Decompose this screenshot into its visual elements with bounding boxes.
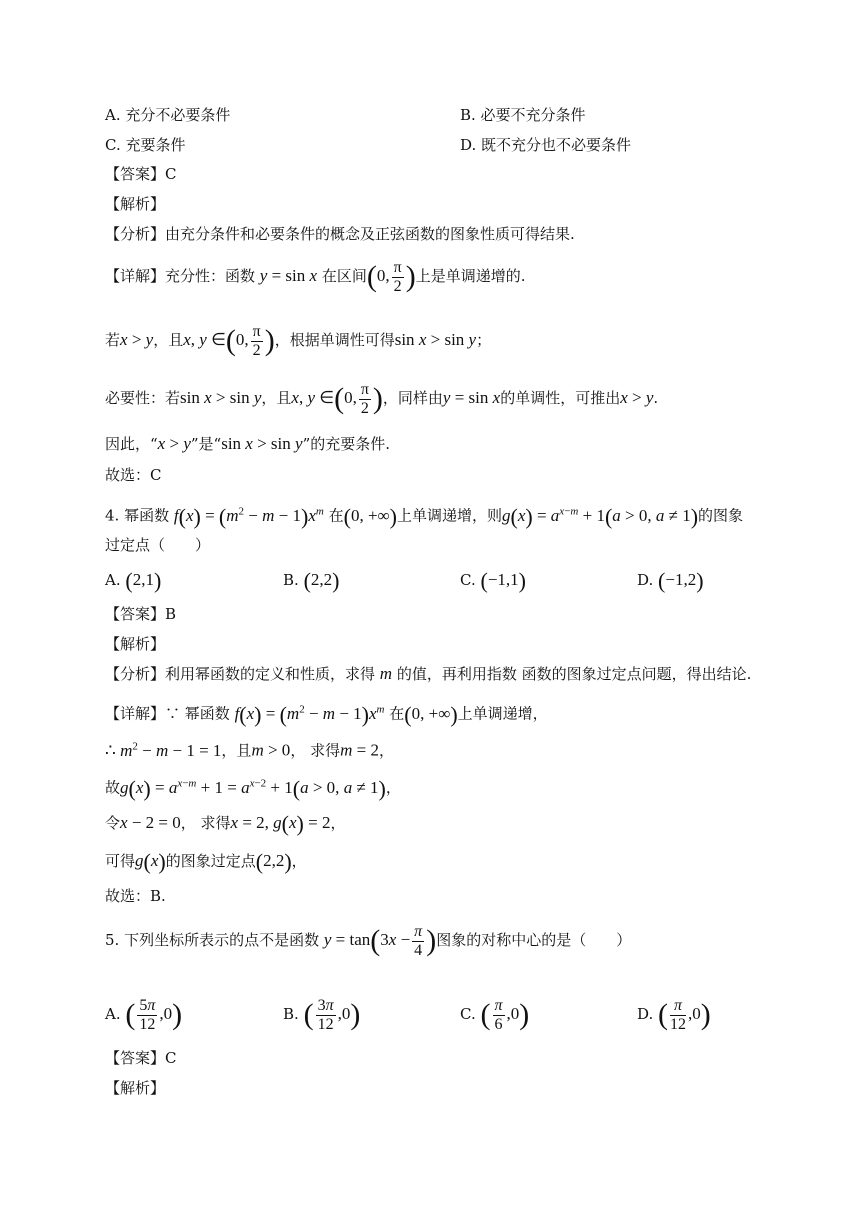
formula-xy-in-interval: x, y ∈(0, $\frac{\pi}{2}$ ) (291, 380, 383, 417)
q4-analysis-heading: 【解析】 (105, 635, 166, 653)
formula-fx-power: $f(x) = (m^2 - m - 1)x^m$ (234, 701, 385, 727)
formula-fx-power: $f(x) = (m^2 - m - 1)x^m$ (173, 503, 324, 529)
q4-step1: ∴ $m^2 - m - 1 = 1$，且m > 0， 求得m = 2， (105, 740, 394, 760)
q3-answer: 【答案】C (105, 165, 177, 183)
q3-option-d: D. 既不充分也不必要条件 (460, 136, 632, 154)
q5-option-b: B. ( $\frac{3\pi}{12}$ ,0) (283, 996, 361, 1033)
formula-interval-0-pi2: (0, $\frac{\pi}{2}$ ) (366, 258, 416, 295)
q4-step2: 故$g(x) = a^{x-m} + 1 = a^{x-2} + 1(a > 0$, a ≠ 1)， (105, 775, 401, 801)
q3-choose: 故选：C (105, 466, 162, 484)
formula-x-gt-y: x > y (120, 330, 154, 349)
q5-option-a: A. ( $\frac{5\pi}{12}$ ,0) (105, 996, 183, 1033)
q4-step3: 令x − 2 = 0， 求得x = 2, g(x) = 2， (105, 811, 346, 837)
q4-option-c: C. (−1,1) (460, 568, 526, 594)
q3-analysis-heading: 【解析】 (105, 195, 166, 213)
formula-gx: $g(x) = a^{x-m} + 1(a > 0$, a ≠ 1) (502, 503, 699, 529)
formula-xy-in-interval: x, y ∈(0, $\frac{\pi}{2}$ ) (183, 322, 275, 359)
q4-detail-line: 【详解】∵ 幂函数 $f(x) = (m^2 - m - 1)x^m$ 在(0, +∞)上单调递增， (105, 701, 548, 727)
q3-option-b: B. 必要不充分条件 (460, 106, 586, 124)
q5-stem: 5. 下列坐标所表示的点不是函数 y = tan(3x − $\frac{\pi}{4}$ )图象的对称中心的是（ ） (105, 922, 632, 959)
q5-option-c: C. ( $\frac{\pi}{6}$ ,0) (460, 996, 530, 1033)
formula-x-gt-y: x > y (157, 434, 191, 453)
q3-fenxi: 【分析】由充分条件和必要条件的概念及正弦函数的图象性质可得结果. (105, 225, 575, 243)
q3-option-c: C. 充要条件 (105, 136, 186, 154)
formula-sinx-gt-siny: sin x > sin y (221, 434, 303, 453)
q4-option-d: D. (−1,2) (637, 568, 704, 594)
q5-option-d: D. ( $\frac{\pi}{12}$ ,0) (637, 996, 711, 1033)
q4-step4: 可得g(x)的图象过定点(2,2)， (105, 849, 307, 875)
q4-option-a: A. (2,1) (105, 568, 162, 594)
formula-y-sinx: y = sin x (259, 266, 318, 285)
q3-necessity-line: 必要性：若sin x > sin y，且x, y ∈(0, $\frac{\pi}{2}$ )，同样由y = sin x的单调性，可推出x > y. (105, 380, 659, 417)
q4-option-b: B. (2,2) (283, 568, 340, 594)
formula-interval-0-inf: (0, +∞) (404, 701, 458, 727)
formula-sinx-gt-siny: sin x > sin y (394, 330, 477, 349)
q5-analysis-heading: 【解析】 (105, 1079, 166, 1097)
q4-answer: 【答案】B (105, 605, 177, 623)
q4-stem-line1: 4. 幂函数 $f(x) = (m^2 - m - 1)x^m$ 在(0, +∞)上单调递增，则$g(x) = a^{x-m} + 1(a > 0$, a ≠ 1)的图象 (105, 503, 744, 529)
q3-detail-line: 【详解】充分性：函数 y = sin x 在区间(0, $\frac{\pi}{2}$ )上是单调递增的. (105, 258, 526, 295)
formula-x-gt-y: x > y (620, 388, 654, 407)
formula-sinx-gt-siny: sin x > sin y (180, 388, 262, 407)
q3-conclusion: 因此，“x > y”是“sin x > sin y”的充要条件. (105, 434, 391, 453)
q4-fenxi: 【分析】利用幂函数的定义和性质，求得 m 的值，再利用指数 函数的图象过定点问题，得出结论. (105, 664, 752, 683)
q5-answer: 【答案】C (105, 1049, 177, 1067)
formula-y-sinx: y = sin x (442, 388, 501, 407)
formula-y-tan: y = tan(3x − $\frac{\pi}{4}$ ) (323, 922, 437, 959)
q3-if-line: 若x > y，且x, y ∈(0, $\frac{\pi}{2}$ )，根据单调性可得sin x > sin y； (105, 322, 492, 359)
formula-interval-0-inf: (0, +∞) (343, 503, 397, 529)
q4-stem-line2: 过定点（ ） (105, 536, 211, 554)
q3-option-a: A. 充分不必要条件 (105, 106, 231, 124)
q4-choose: 故选：B. (105, 887, 166, 905)
